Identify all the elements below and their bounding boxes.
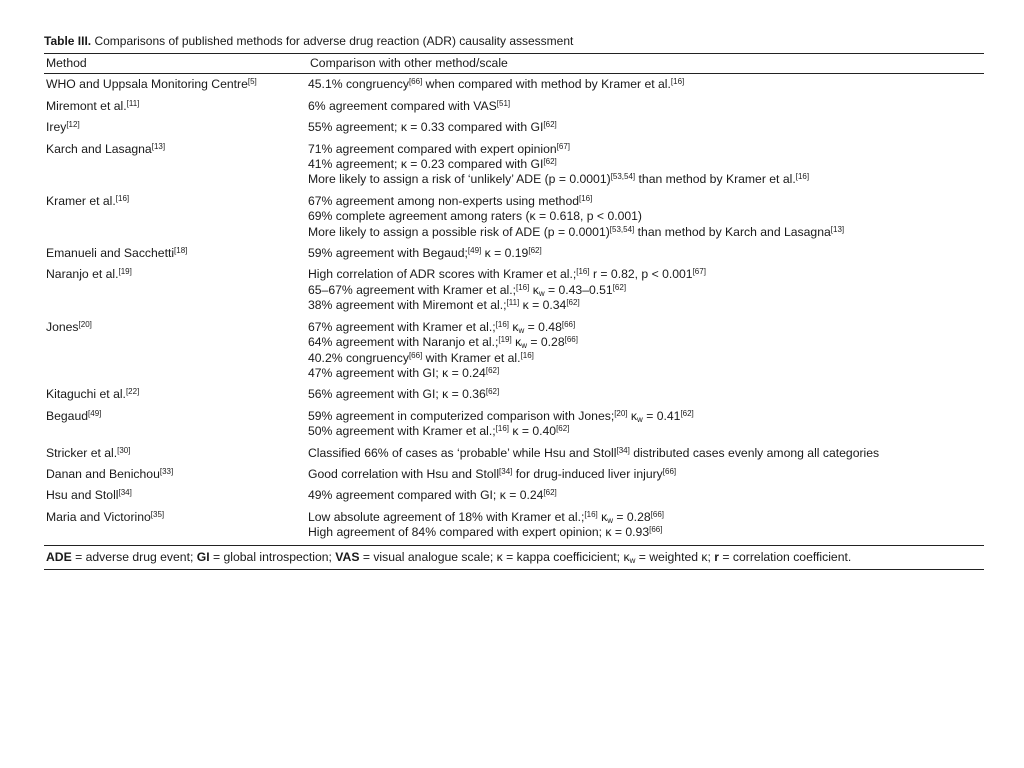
comparison-cell [308,464,984,485]
table-row [44,384,984,405]
comparison-line: 50% agreement with Kramer et al.;[16] κ = 0.40[62] [308,424,570,439]
table-row [44,443,984,464]
comparison-cell [308,117,984,138]
header-method: Method [46,56,87,70]
comparison-line: 41% agreement; κ = 0.23 compared with GI[62] [308,157,557,172]
comparison-line: 59% agreement in computerized comparison with Jones;[20] $\kappa_w = 0.41[62]$ [308,408,694,424]
comparison-cell [308,443,984,464]
table-row [44,485,984,506]
comparison-cell [308,96,984,117]
method-cell: Naranjo et al.[19] [46,267,132,282]
method-cell: Emanueli and Sacchetti[18] [46,246,188,261]
table-row [44,264,984,316]
table-row [44,117,984,138]
header-comparison: Comparison with other method/scale [310,56,508,70]
comparison-cell [308,191,984,243]
table-row [44,317,984,385]
comparison-line: High agreement of 84% compared with expert opinion; κ = 0.93[66] [308,525,663,540]
comparison-line: 67% agreement with Kramer et al.;[16] $\kappa_w = 0.48[66]$ [308,319,576,335]
table-caption-label: Table III. [44,34,92,48]
comparison-line: Classified 66% of cases as ‘probable’ while Hsu and Stoll[34] distributed cases evenly among all categories [308,445,880,460]
table-row [44,406,984,443]
table-row [44,243,984,264]
comparison-line: 6% agreement compared with VAS[51] [308,98,511,113]
header-row [44,54,984,74]
table-body [44,74,984,545]
table-row [44,507,984,545]
comparison-cell [308,139,984,191]
table-row [44,139,984,191]
method-cell: Maria and Victorino[35] [46,509,165,524]
footnote-row [44,545,984,569]
method-cell: WHO and Uppsala Monitoring Centre[5] [46,77,257,92]
comparison-cell [308,384,984,405]
method-cell: Kitaguchi et al.[22] [46,387,140,402]
comparison-line: More likely to assign a possible risk of ADE (p = 0.0001)[53,54] than method by Karch and Lasagna[13] [308,224,845,239]
comparison-cell [308,264,984,316]
method-cell: Begaud[49] [46,408,102,423]
comparison-line: Low absolute agreement of 18% with Kramer et al.;[16] $\kappa_w = 0.28[66]$ [308,509,664,525]
comparison-line: 69% complete agreement among raters (κ = 0.618, p < 0.001) [308,209,642,224]
table-footer [44,545,984,569]
comparison-line: 40.2% congruency[66] with Kramer et al.[16] [308,350,534,365]
comparison-line: 65–67% agreement with Kramer et al.;[16] $\kappa_w = 0.43-0.51[62]$ [308,282,627,298]
table-header [44,54,984,74]
table-caption [44,34,984,49]
comparison-line: 45.1% congruency[66] when compared with method by Kramer et al.[16] [308,77,685,92]
table-row [44,464,984,485]
comparison-cell [308,74,984,96]
comparison-cell [308,317,984,385]
comparison-line: 47% agreement with GI; κ = 0.24[62] [308,365,500,380]
comparison-cell [308,507,984,545]
comparison-line: 56% agreement with GI; κ = 0.36[62] [308,387,500,402]
comparison-line: 59% agreement with Begaud;[49] κ = 0.19[62] [308,246,542,261]
method-cell: Hsu and Stoll[34] [46,488,132,503]
method-cell: Danan and Benichou[33] [46,466,174,481]
adr-methods-table [44,53,984,570]
method-cell: Karch and Lasagna[13] [46,141,166,156]
table-container [44,34,984,570]
comparison-line: 49% agreement compared with GI; κ = 0.24[62] [308,488,557,503]
method-cell: Irey[12] [46,120,80,135]
table-footnote: ADE = adverse drug event; GI = global introspection; VAS = visual analogue scale; κ = kappa coefficicient; $\kappa_w$ = weighted κ; r = correlation coefficient. [44,545,984,569]
comparison-line: 38% agreement with Miremont et al.;[11] κ = 0.34[62] [308,298,580,313]
method-cell: Jones[20] [46,319,92,334]
comparison-line: Good correlation with Hsu and Stoll[34] for drug-induced liver injury[66] [308,466,677,481]
table-row [44,191,984,243]
method-cell: Miremont et al.[11] [46,98,140,113]
comparison-line: High correlation of ADR scores with Kramer et al.;[16] r = 0.82, p < 0.001[67] [308,267,706,282]
table-row [44,74,984,96]
comparison-line: 64% agreement with Naranjo et al.;[19] $\kappa_w = 0.28[66]$ [308,335,578,351]
table-row [44,96,984,117]
comparison-line: More likely to assign a risk of ‘unlikely’ ADE (p = 0.0001)[53,54] than method by Kramer et al.[16] [308,172,810,187]
method-cell: Stricker et al.[30] [46,445,131,460]
comparison-cell [308,406,984,443]
comparison-cell [308,243,984,264]
comparison-line: 71% agreement compared with expert opinion[67] [308,141,570,156]
method-cell: Kramer et al.[16] [46,193,130,208]
comparison-line: 55% agreement; κ = 0.33 compared with GI[62] [308,120,557,135]
comparison-cell [308,485,984,506]
table-caption-text: Comparisons of published methods for adverse drug reaction (ADR) causality assessment [91,34,574,48]
comparison-line: 67% agreement among non-experts using method[16] [308,193,593,208]
